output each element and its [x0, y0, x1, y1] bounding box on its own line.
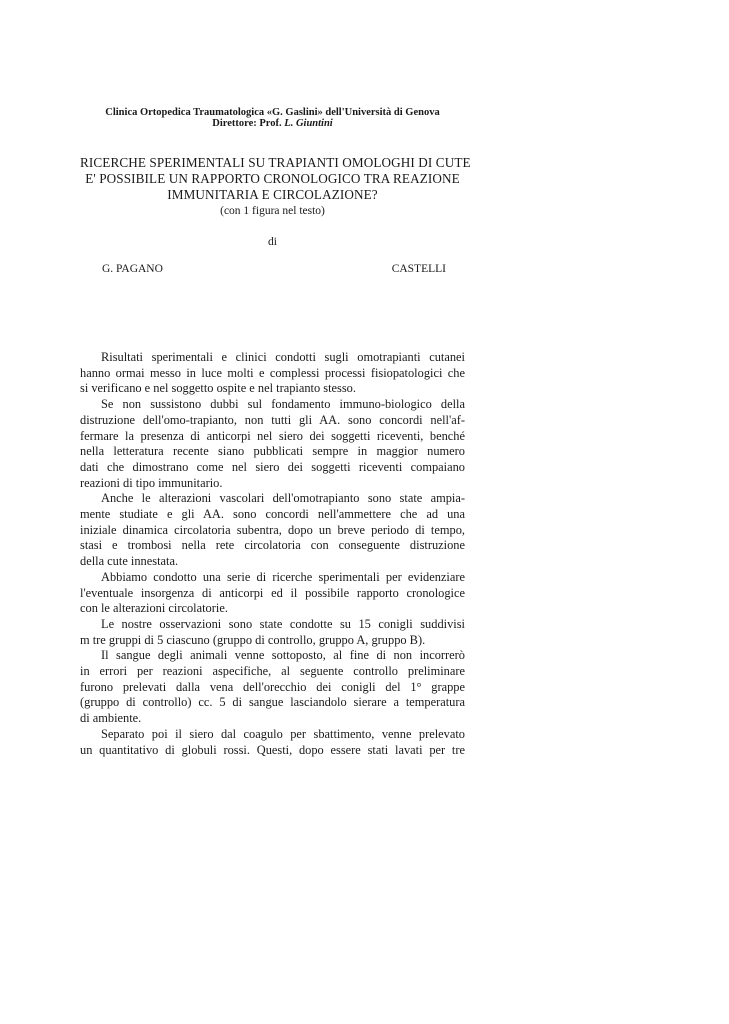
author-pagano: G. PAGANO: [102, 263, 163, 275]
title-line-1: RICERCHE SPERIMENTALI SU TRAPIANTI OMOLOGHI DI CUTE: [80, 155, 471, 170]
body-line: della cute innestata.: [80, 554, 179, 569]
body-line: si verificano e nel soggetto ospite e nel trapianto stesso.: [80, 381, 356, 396]
body-line: nella letteratura recente siano pubblicati sempre in maggior numero: [80, 444, 465, 459]
paper-title: [80, 155, 471, 203]
byline-di: di: [268, 236, 277, 248]
author-castelli: CASTELLI: [391, 263, 446, 275]
body-line: furono prelevati dalla vena dell'orecchio dei conigli del 1° grappe: [80, 679, 465, 694]
body-line: Abbiamo condotto una serie di ricerche sperimentali per evidenziare: [101, 569, 465, 584]
body-line: Il sangue degli animali venne sottoposto, al fine di non incorrerò: [101, 648, 465, 663]
institution-header: [80, 107, 465, 129]
body-line: iniziale dinamica circolatoria subentra, dopo un breve periodo di tempo,: [80, 522, 465, 537]
institution-line: Clinica Ortopedica Traumatologica «G. Gaslini» dell'Università di Genova: [105, 107, 440, 118]
body-line: di ambiente.: [80, 711, 142, 726]
body-line: stasi e trombosi nella rete circolatoria con conseguente distruzione: [80, 538, 465, 553]
body-line: con le alterazioni circolatorie.: [80, 601, 228, 616]
body-line: mente studiate e gli AA. sono concordi nell'ammettere che ad una: [80, 507, 465, 522]
body-line: Anche le alterazioni vascolari dell'omotrapianto sono state ampia-: [101, 491, 465, 506]
body-line: fermare la presenza di anticorpi nel siero dei soggetti riceventi, benché: [80, 428, 465, 443]
body-line: Se non sussistono dubbi sul fondamento immuno-biologico della: [101, 397, 465, 412]
body-line: in errori per reazioni aspecifiche, al seguente controllo preliminare: [80, 664, 465, 679]
figure-note: (con 1 figura nel testo): [220, 205, 325, 217]
body-line: hanno ormai messo in luce molti e complessi processi fisiopatologici che: [80, 365, 465, 380]
body-line: reazioni di tipo immunitario.: [80, 475, 223, 490]
body-line: l'eventuale insorgenza di anticorpi ed il possibile rapporto cronologice: [80, 585, 465, 600]
body-line: Le nostre osservazioni sono state condotte su 15 conigli suddivisi: [101, 616, 465, 631]
body-line: (gruppo di controllo) cc. 5 di sangue lasciandolo sierare a temperatura: [80, 695, 465, 710]
body-line: un quantitativo di globuli rossi. Questi, dopo essere stati lavati per tre: [80, 742, 465, 757]
body-line: m tre gruppi di 5 ciascuno (gruppo di controllo, gruppo A, gruppo B).: [80, 632, 426, 647]
body-text: [80, 350, 465, 758]
body-line: Separato poi il siero dal coagulo per sbattimento, venne prelevato: [101, 726, 465, 741]
director-name: L. Giuntini: [284, 118, 333, 129]
title-line-2: E' POSSIBILE UN RAPPORTO CRONOLOGICO TRA REAZIONE: [85, 171, 460, 186]
body-line: dati che dimostrano come nel siero dei soggetti riceventi compaiano: [80, 459, 465, 474]
director-line: [80, 118, 465, 129]
body-line: distruzione dell'omo-trapianto, non tutti gli AA. sono concordi nell'af-: [80, 412, 465, 427]
body-line: Risultati sperimentali e clinici condotti sugli omotrapianti cutanei: [101, 350, 465, 364]
director-label: Direttore: Prof.: [212, 118, 285, 129]
title-line-3: IMMUNITARIA E CIRCOLAZIONE?: [167, 187, 378, 202]
